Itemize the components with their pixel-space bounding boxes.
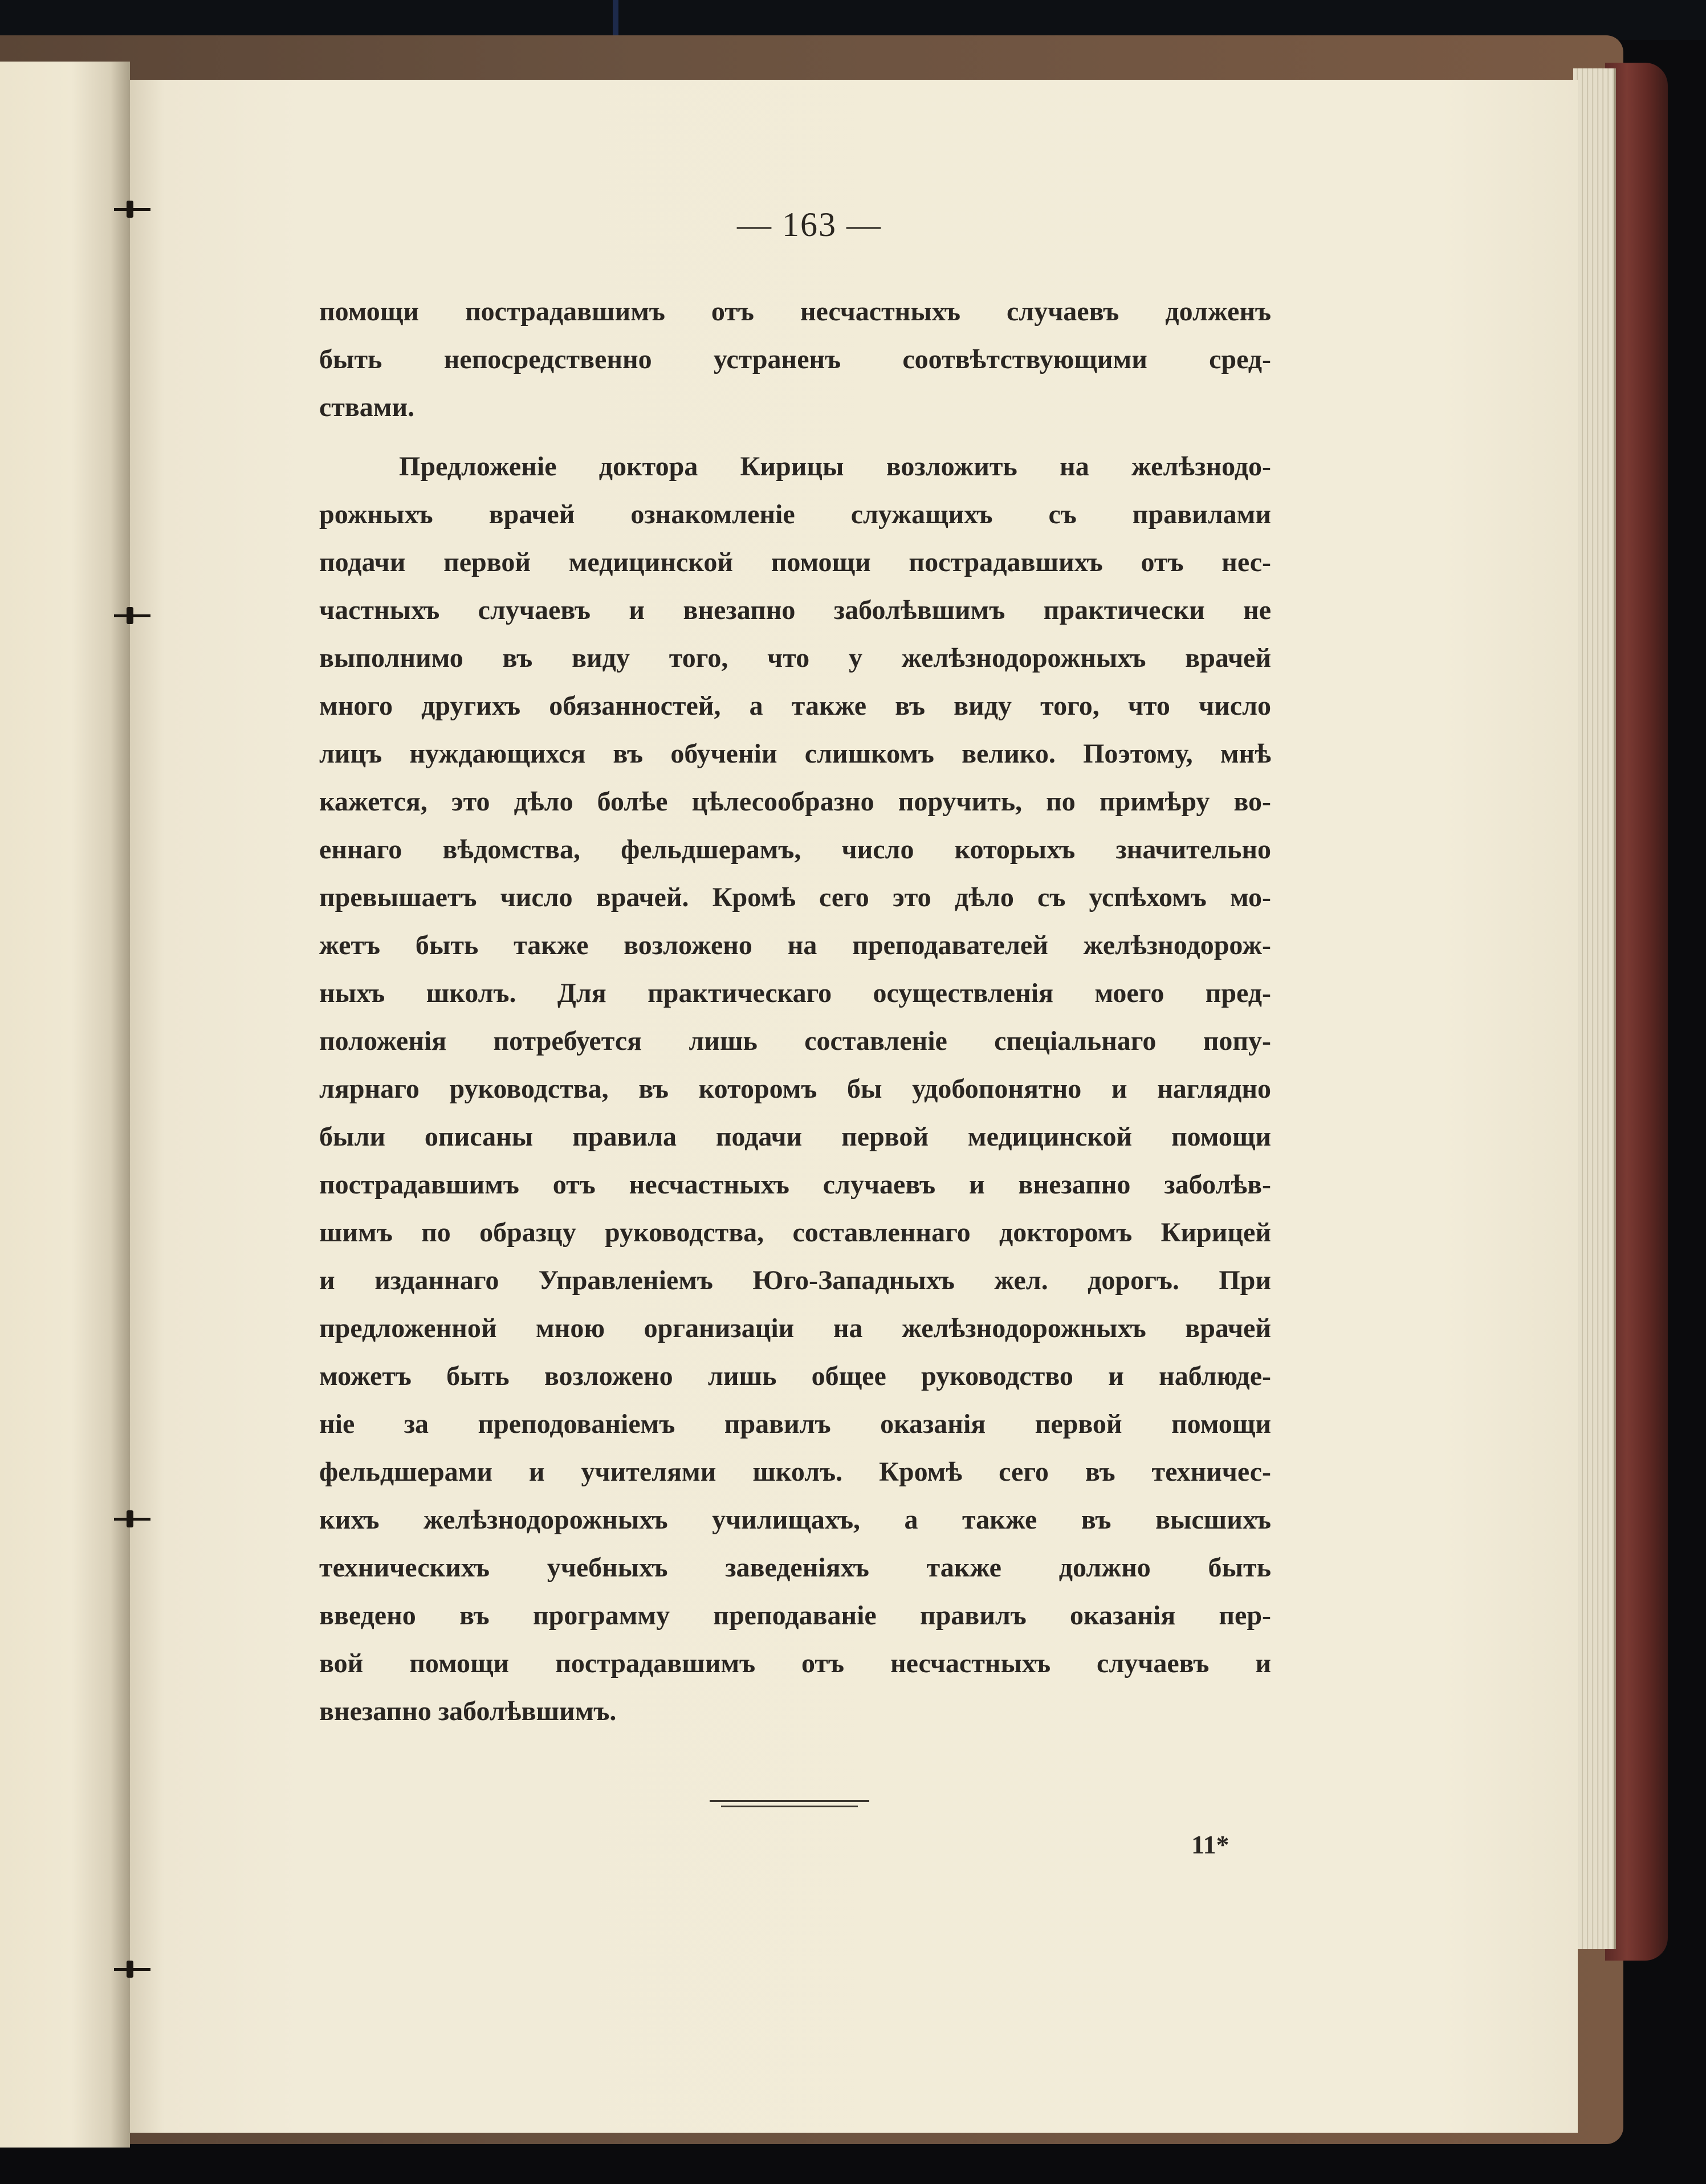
text-line: ныхъ школъ. Для практическаго осуществленiя моего пред- xyxy=(319,978,1271,1008)
binding-stitch xyxy=(114,201,150,218)
text-line: можетъ быть возложено лишь общее руководство и наблюде- xyxy=(319,1361,1271,1391)
text-line: частныхъ случаевъ и внезапно заболѣвшимъ практически не xyxy=(319,595,1271,625)
text-line: техническихъ учебныхъ заведенiяхъ также должно быть xyxy=(319,1553,1271,1583)
signature-mark: 11* xyxy=(1191,1830,1229,1859)
text-line: кажется, это дѣло болѣе цѣлесообразно поручить, по примѣру во- xyxy=(319,787,1271,817)
text-line: ствами. xyxy=(319,392,415,422)
text-line: превышаетъ число врачей. Кромѣ сего это дѣло съ успѣхомъ мо- xyxy=(319,882,1271,912)
page-number: — 163 — xyxy=(737,206,882,243)
text-line: быть непосредственно устраненъ соотвѣтствующими сред- xyxy=(319,344,1271,374)
text-line: подачи первой медицинской помощи пострадавшихъ отъ нес- xyxy=(319,547,1271,577)
text-line: положенiя потребуется лишь составленiе спецiальнаго попу- xyxy=(319,1026,1271,1056)
text-line: вой помощи пострадавшимъ отъ несчастныхъ случаевъ и xyxy=(319,1648,1271,1678)
text-line: введено въ программу преподаванiе правилъ оказанiя пер- xyxy=(319,1600,1271,1631)
text-line: выполнимо въ виду того, что у желѣзнодорожныхъ врачей xyxy=(319,643,1271,673)
text-line: лицъ нуждающихся въ обученiи слишкомъ велико. Поэтому, мнѣ xyxy=(319,739,1271,769)
scanner-mark xyxy=(613,0,618,40)
text-line: шимъ по образцу руководства, составленнаго докторомъ Кирицей xyxy=(319,1217,1271,1248)
page-stack-edge xyxy=(1573,68,1616,1949)
text-line: жетъ быть также возложено на преподавателей желѣзнодорож- xyxy=(319,930,1271,960)
scanner-background xyxy=(0,0,1706,40)
binding-stitch xyxy=(114,1961,150,1978)
text-line: помощи пострадавшимъ отъ несчастныхъ случаевъ долженъ xyxy=(319,296,1271,327)
facing-page xyxy=(0,62,130,2148)
text-line: и изданнаго Управленiемъ Юго-Западныхъ жел. дорогъ. При xyxy=(319,1265,1271,1295)
text-line: пострадавшимъ отъ несчастныхъ случаевъ и внезапно заболѣв- xyxy=(319,1170,1271,1200)
binding-stitch xyxy=(114,607,150,624)
text-line: рожныхъ врачей ознакомленiе служащихъ съ правилами xyxy=(319,499,1271,529)
text-line: предложенной мною организацiи на желѣзнодорожныхъ врачей xyxy=(319,1313,1271,1343)
text-line: внезапно заболѣвшимъ. xyxy=(319,1696,617,1726)
text-line: нiе за преподованiемъ правилъ оказанiя первой помощи xyxy=(319,1409,1271,1439)
binding-stitch xyxy=(114,1510,150,1527)
text-line: фельдшерами и учителями школъ. Кромѣ сего въ техничес- xyxy=(319,1457,1271,1487)
text-line: много другихъ обязанностей, а также въ виду того, что число xyxy=(319,691,1271,721)
text-line: кихъ желѣзнодорожныхъ училищахъ, а также въ высшихъ xyxy=(319,1505,1271,1535)
text-line: лярнаго руководства, въ которомъ бы удобопонятно и наглядно xyxy=(319,1074,1271,1104)
body-text xyxy=(319,288,1271,1735)
text-line: еннаго вѣдомства, фельдшерамъ, число которыхъ значительно xyxy=(319,834,1271,865)
paragraph-first-line: Предложенiе доктора Кирицы возложить на желѣзнодо- xyxy=(399,451,1271,482)
text-line: были описаны правила подачи первой медицинской помощи xyxy=(319,1122,1271,1152)
